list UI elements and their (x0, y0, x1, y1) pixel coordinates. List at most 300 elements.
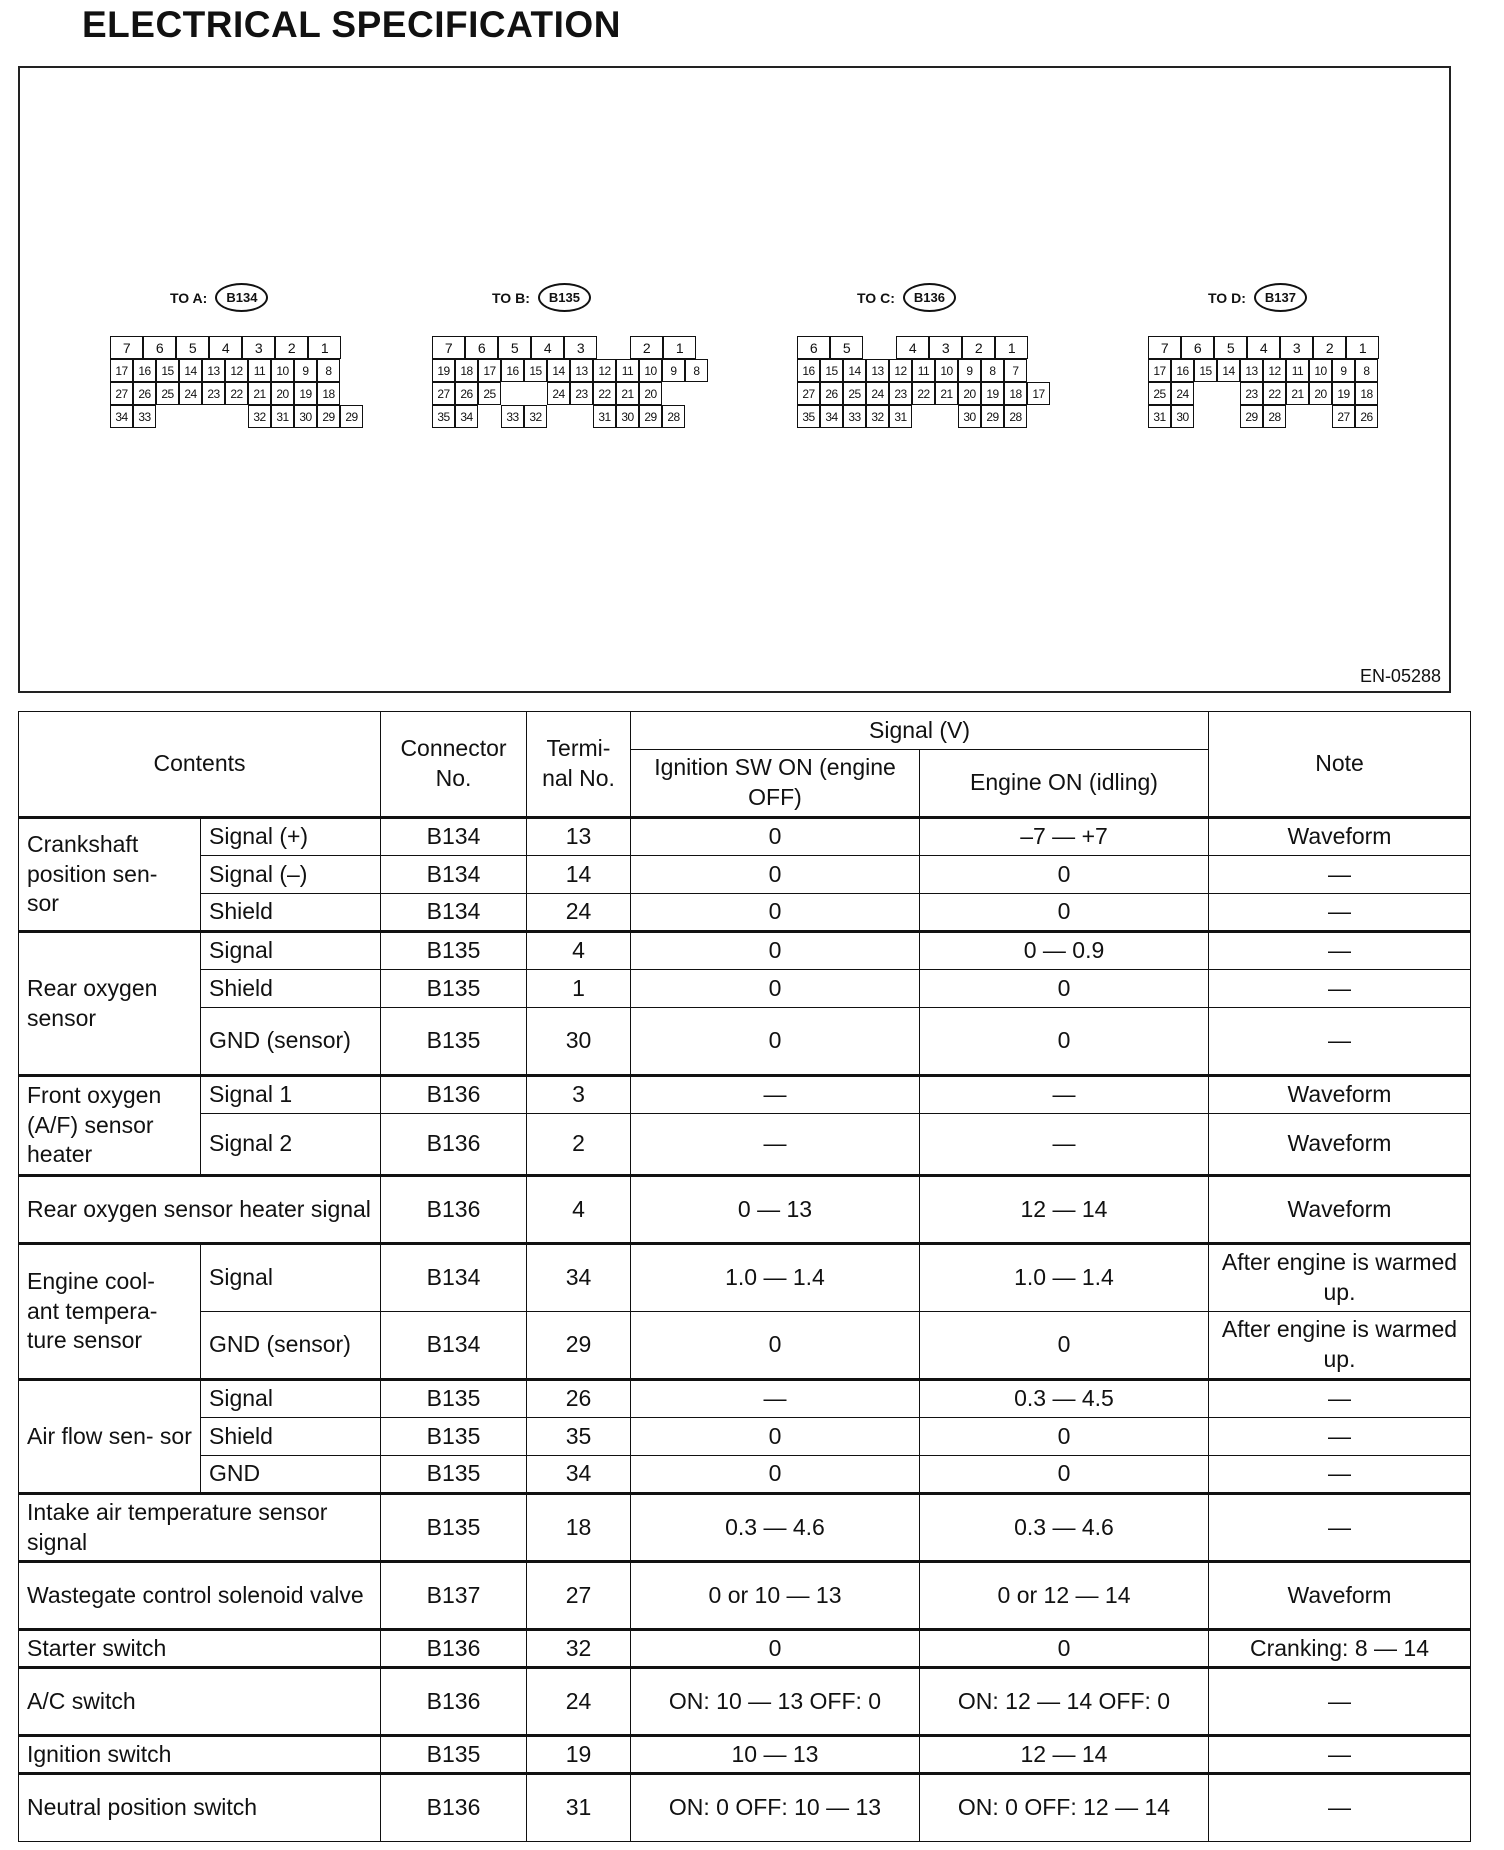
sub-item-cell: GND (sensor) (201, 1312, 381, 1380)
connector-pin: 2 (1313, 336, 1346, 359)
terminal-cell: 29 (527, 1312, 631, 1380)
engine-on-cell: ON: 12 — 14 OFF: 0 (920, 1668, 1209, 1736)
terminal-cell: 18 (527, 1494, 631, 1562)
connector-pin: 7 (432, 336, 465, 359)
terminal-cell: 4 (527, 932, 631, 970)
table-row (19, 932, 1471, 970)
ignition-on-cell: 0 (631, 1312, 920, 1380)
connector-pin: 34 (455, 405, 478, 428)
connector-pin: 4 (531, 336, 564, 359)
connector-id: B137 (1254, 283, 1307, 312)
engine-on-cell: 0 (920, 856, 1209, 894)
table-row (19, 1456, 1471, 1494)
note-cell: — (1209, 1494, 1471, 1562)
sub-item-cell: Signal (+) (201, 818, 381, 856)
terminal-cell: 30 (527, 1008, 631, 1076)
table-row (19, 1418, 1471, 1456)
connector-pin: 27 (432, 382, 455, 405)
connector-pin: 32 (248, 405, 271, 428)
connector-pin: 25 (1148, 382, 1171, 405)
connector-pin: 8 (317, 359, 340, 382)
terminal-cell: 34 (527, 1456, 631, 1494)
sub-item-cell: Signal (201, 1244, 381, 1312)
connector-pin: 29 (1240, 405, 1263, 428)
sub-item-cell: Signal 2 (201, 1114, 381, 1176)
terminal-cell: 24 (527, 1668, 631, 1736)
connector-pin: 15 (156, 359, 179, 382)
engine-on-cell: 1.0 — 1.4 (920, 1244, 1209, 1312)
ignition-on-cell: 0 (631, 1630, 920, 1668)
engine-on-cell: 12 — 14 (920, 1176, 1209, 1244)
table-row (19, 1114, 1471, 1176)
connector-pin: 13 (570, 359, 593, 382)
connector-cell: B135 (381, 1736, 527, 1774)
connector-pin: 22 (1263, 382, 1286, 405)
connector-pin: 31 (593, 405, 616, 428)
connector-cell: B135 (381, 970, 527, 1008)
connector-pin: 14 (1217, 359, 1240, 382)
ignition-on-cell: 0 (631, 1008, 920, 1076)
connector-cell: B136 (381, 1774, 527, 1842)
connector-pin: 14 (843, 359, 866, 382)
ignition-on-cell: 0.3 — 4.6 (631, 1494, 920, 1562)
connector-pin: 34 (110, 405, 133, 428)
note-cell: — (1209, 1736, 1471, 1774)
connector-pin: 25 (843, 382, 866, 405)
sub-item-cell: GND (201, 1456, 381, 1494)
connector-pin: 21 (616, 382, 639, 405)
terminal-cell: 34 (527, 1244, 631, 1312)
note-cell: Waveform (1209, 1114, 1471, 1176)
connector-pin: 29 (981, 405, 1004, 428)
terminal-cell: 19 (527, 1736, 631, 1774)
connector-pin: 24 (547, 382, 570, 405)
connector-cell: B136 (381, 1114, 527, 1176)
note-cell: Cranking: 8 — 14 (1209, 1630, 1471, 1668)
note-cell: — (1209, 1668, 1471, 1736)
connector-pin: 27 (1332, 405, 1355, 428)
terminal-cell: 35 (527, 1418, 631, 1456)
connector-pin: 3 (242, 336, 275, 359)
connector-pin: 2 (275, 336, 308, 359)
table-row (19, 1244, 1471, 1312)
table-row (19, 1562, 1471, 1630)
note-cell: — (1209, 1418, 1471, 1456)
connector-pin: 6 (1181, 336, 1214, 359)
connector-pin: 21 (935, 382, 958, 405)
connector-pin: 9 (958, 359, 981, 382)
connector-target: TO B: (492, 289, 530, 306)
connector-pin: 29 (639, 405, 662, 428)
table-row (19, 1380, 1471, 1418)
connector-pin: 17 (1027, 382, 1050, 405)
terminal-cell: 13 (527, 818, 631, 856)
connector-pin: 24 (1171, 382, 1194, 405)
connector-id: B134 (215, 283, 268, 312)
table-row (19, 1494, 1471, 1562)
connector-pin: 15 (1194, 359, 1217, 382)
sub-item-cell: GND (sensor) (201, 1008, 381, 1076)
sub-item-cell: Shield (201, 894, 381, 932)
terminal-cell: 31 (527, 1774, 631, 1842)
contents-cell: A/C switch (19, 1668, 381, 1736)
connector-cell: B134 (381, 894, 527, 932)
electrical-spec-table (18, 711, 1471, 1842)
terminal-cell: 26 (527, 1380, 631, 1418)
connector-cell: B134 (381, 1244, 527, 1312)
connector-pin: 9 (662, 359, 685, 382)
engine-on-cell: 0 or 12 — 14 (920, 1562, 1209, 1630)
connector-pin: 20 (271, 382, 294, 405)
sub-item-cell: Signal 1 (201, 1076, 381, 1114)
connector-pin: 2 (962, 336, 995, 359)
terminal-cell: 27 (527, 1562, 631, 1630)
table-row (19, 1774, 1471, 1842)
header-terminal: Termi- nal No. (527, 712, 631, 818)
connector-pin: 3 (1280, 336, 1313, 359)
connector-cell: B134 (381, 856, 527, 894)
connector-label (492, 283, 591, 312)
table-body (19, 818, 1471, 1842)
connector-pin: 12 (225, 359, 248, 382)
connector-cell: B134 (381, 818, 527, 856)
engine-on-cell: 0 (920, 894, 1209, 932)
table-row (19, 894, 1471, 932)
connector-pin: 13 (866, 359, 889, 382)
engine-on-cell: 0 (920, 1008, 1209, 1076)
engine-on-cell: 0.3 — 4.5 (920, 1380, 1209, 1418)
connector-pin: 29 (317, 405, 340, 428)
connector-pin: 30 (294, 405, 317, 428)
connector-pin: 4 (209, 336, 242, 359)
connector-pin: 12 (593, 359, 616, 382)
engine-on-cell: — (920, 1076, 1209, 1114)
connector-cell: B135 (381, 1380, 527, 1418)
contents-cell: Air flow sen- sor (19, 1380, 201, 1494)
connector-id: B135 (538, 283, 591, 312)
connector-pin: 1 (663, 336, 696, 359)
note-cell: After engine is warmed up. (1209, 1312, 1471, 1380)
connector-pin: 5 (176, 336, 209, 359)
connector-pin: 25 (478, 382, 501, 405)
connector-pin: 26 (133, 382, 156, 405)
table-row (19, 970, 1471, 1008)
connector-label (1208, 283, 1307, 312)
connector-id: B136 (903, 283, 956, 312)
ignition-on-cell: 0 (631, 1418, 920, 1456)
connector-pin: 3 (929, 336, 962, 359)
table-row (19, 1176, 1471, 1244)
connector-target: TO C: (857, 289, 895, 306)
note-cell: — (1209, 1774, 1471, 1842)
connector-pin: 15 (820, 359, 843, 382)
note-cell: — (1209, 1456, 1471, 1494)
connector-cell: B136 (381, 1176, 527, 1244)
connector-pin: 3 (564, 336, 597, 359)
table-row (19, 1630, 1471, 1668)
connector-label (170, 283, 268, 312)
page-title: ELECTRICAL SPECIFICATION (82, 4, 621, 45)
connector-pin: 8 (685, 359, 708, 382)
connector-diagram (18, 66, 1451, 693)
connector-pin: 17 (478, 359, 501, 382)
connector-pin: 17 (110, 359, 133, 382)
connector-pin: 7 (1148, 336, 1181, 359)
connector-pin: 20 (639, 382, 662, 405)
connector-pin: 26 (455, 382, 478, 405)
connector-pin: 23 (1240, 382, 1263, 405)
header-engine-on: Engine ON (idling) (920, 750, 1209, 818)
connector-pin: 1 (1346, 336, 1379, 359)
engine-on-cell: –7 — +7 (920, 818, 1209, 856)
ignition-on-cell: — (631, 1114, 920, 1176)
connector-pin: 33 (501, 405, 524, 428)
connector-pin: 29 (340, 405, 363, 428)
connector-pin: 8 (981, 359, 1004, 382)
ignition-on-cell: 0 (631, 856, 920, 894)
terminal-cell: 4 (527, 1176, 631, 1244)
table-row (19, 1736, 1471, 1774)
connector-cell: B134 (381, 1312, 527, 1380)
engine-on-cell: 0 (920, 1312, 1209, 1380)
table-row (19, 1076, 1471, 1114)
connector-pin: 18 (455, 359, 478, 382)
connector-cell: B135 (381, 1418, 527, 1456)
connector-pin: 27 (110, 382, 133, 405)
connector-pin: 9 (294, 359, 317, 382)
connector-pin: 35 (432, 405, 455, 428)
table-row (19, 1008, 1471, 1076)
connector-pin: 22 (225, 382, 248, 405)
connector-pin: 23 (889, 382, 912, 405)
connector-pin: 28 (1004, 405, 1027, 428)
connector-pin: 4 (896, 336, 929, 359)
connector-pin: 13 (202, 359, 225, 382)
connector-pin: 23 (202, 382, 225, 405)
terminal-cell: 24 (527, 894, 631, 932)
contents-cell: Engine cool- ant tempera- ture sensor (19, 1244, 201, 1380)
connector-pin: 18 (317, 382, 340, 405)
engine-on-cell: — (920, 1114, 1209, 1176)
connector-pin: 13 (1240, 359, 1263, 382)
note-cell: — (1209, 894, 1471, 932)
ignition-on-cell: 1.0 — 1.4 (631, 1244, 920, 1312)
engine-on-cell: 0 (920, 1456, 1209, 1494)
connector-pin: 24 (866, 382, 889, 405)
terminal-cell: 2 (527, 1114, 631, 1176)
connector-pin: 20 (1309, 382, 1332, 405)
connector-pin: 11 (248, 359, 271, 382)
table-row (19, 1668, 1471, 1736)
connector-pin: 2 (630, 336, 663, 359)
engine-on-cell: 0 — 0.9 (920, 932, 1209, 970)
contents-cell: Ignition switch (19, 1736, 381, 1774)
connector-pin: 32 (866, 405, 889, 428)
ignition-on-cell: 0 (631, 932, 920, 970)
connector-pin: 16 (133, 359, 156, 382)
table-row (19, 818, 1471, 856)
contents-cell: Front oxygen (A/F) sensor heater (19, 1076, 201, 1176)
connector-pin: 34 (820, 405, 843, 428)
connector-cell: B137 (381, 1562, 527, 1630)
header-contents: Contents (19, 712, 381, 818)
connector-pin: 6 (465, 336, 498, 359)
connector-pin: 31 (1148, 405, 1171, 428)
connector-pin: 11 (616, 359, 639, 382)
connector-cell: B135 (381, 1494, 527, 1562)
contents-cell: Wastegate control solenoid valve (19, 1562, 381, 1630)
connector-pin: 6 (143, 336, 176, 359)
connector-pin: 18 (1004, 382, 1027, 405)
connector-pin: 16 (501, 359, 524, 382)
engine-on-cell: 0 (920, 1630, 1209, 1668)
connector-cell: B136 (381, 1076, 527, 1114)
header-note: Note (1209, 712, 1471, 818)
connector-pin: 21 (248, 382, 271, 405)
connector-pin: 30 (616, 405, 639, 428)
ignition-on-cell: 0 (631, 970, 920, 1008)
connector-cell: B135 (381, 932, 527, 970)
ignition-on-cell: ON: 10 — 13 OFF: 0 (631, 1668, 920, 1736)
note-cell: — (1209, 1008, 1471, 1076)
connector-pin: 18 (1355, 382, 1378, 405)
connector-pin: 30 (958, 405, 981, 428)
connector-pin: 25 (156, 382, 179, 405)
connector-pin: 35 (797, 405, 820, 428)
table-row (19, 856, 1471, 894)
terminal-cell: 1 (527, 970, 631, 1008)
connector-pin: 22 (593, 382, 616, 405)
ignition-on-cell: — (631, 1076, 920, 1114)
connector-pin: 16 (797, 359, 820, 382)
table-row (19, 1312, 1471, 1380)
ignition-on-cell: 0 (631, 1456, 920, 1494)
connector-pin: 33 (133, 405, 156, 428)
connector-cell: B136 (381, 1630, 527, 1668)
header-signal: Signal (V) (631, 712, 1209, 750)
connector-pin: 4 (1247, 336, 1280, 359)
engine-on-cell: ON: 0 OFF: 12 — 14 (920, 1774, 1209, 1842)
connector-pin: 31 (271, 405, 294, 428)
connector-pin: 20 (958, 382, 981, 405)
connector-pin: 27 (797, 382, 820, 405)
connector-pin: 19 (294, 382, 317, 405)
contents-cell: Neutral position switch (19, 1774, 381, 1842)
connector-pin: 10 (639, 359, 662, 382)
ignition-on-cell: 0 or 10 — 13 (631, 1562, 920, 1630)
table-header (19, 712, 1471, 818)
connector-pin: 14 (547, 359, 570, 382)
contents-cell: Crankshaft position sen- sor (19, 818, 201, 932)
connector-pin: 28 (662, 405, 685, 428)
connector-pin: 30 (1171, 405, 1194, 428)
connector-pin: 32 (524, 405, 547, 428)
connector-pin: 26 (1355, 405, 1378, 428)
connector-pin: 7 (1004, 359, 1027, 382)
connector-pin: 16 (1171, 359, 1194, 382)
connector-pin: 19 (981, 382, 1004, 405)
connector-pin: 9 (1332, 359, 1355, 382)
connector-pin: 12 (1263, 359, 1286, 382)
contents-cell: Rear oxygen sensor (19, 932, 201, 1076)
engine-on-cell: 0.3 — 4.6 (920, 1494, 1209, 1562)
connector-pin: 21 (1286, 382, 1309, 405)
connector-pin: 6 (797, 336, 830, 359)
connector-pin: 33 (843, 405, 866, 428)
sub-item-cell: Signal (201, 932, 381, 970)
connector-target: TO D: (1208, 289, 1246, 306)
connector-pin: 10 (935, 359, 958, 382)
connector-target: TO A: (170, 289, 208, 306)
connector-pin: 14 (179, 359, 202, 382)
connector-pin: 24 (179, 382, 202, 405)
connector-label (857, 283, 956, 312)
engine-on-cell: 0 (920, 1418, 1209, 1456)
connector-pin: 28 (1263, 405, 1286, 428)
note-cell: — (1209, 856, 1471, 894)
note-cell: — (1209, 970, 1471, 1008)
connector-pin: 10 (271, 359, 294, 382)
note-cell: After engine is warmed up. (1209, 1244, 1471, 1312)
sub-item-cell: Signal (–) (201, 856, 381, 894)
connector-pin: 10 (1309, 359, 1332, 382)
note-cell: — (1209, 932, 1471, 970)
sub-item-cell: Shield (201, 1418, 381, 1456)
connector-pin: 22 (912, 382, 935, 405)
connector-pin: 11 (912, 359, 935, 382)
ignition-on-cell: 0 (631, 818, 920, 856)
note-cell: Waveform (1209, 1176, 1471, 1244)
sub-item-cell: Signal (201, 1380, 381, 1418)
note-cell: Waveform (1209, 1562, 1471, 1630)
connector-pin: 1 (995, 336, 1028, 359)
figure-code: EN-05288 (1359, 666, 1441, 686)
terminal-cell: 14 (527, 856, 631, 894)
header-ignition-on: Ignition SW ON (engine OFF) (631, 750, 920, 818)
ignition-on-cell: 0 (631, 894, 920, 932)
connector-pin: 26 (820, 382, 843, 405)
ignition-on-cell: 0 — 13 (631, 1176, 920, 1244)
engine-on-cell: 0 (920, 970, 1209, 1008)
engine-on-cell: 12 — 14 (920, 1736, 1209, 1774)
contents-cell: Rear oxygen sensor heater signal (19, 1176, 381, 1244)
note-cell: — (1209, 1380, 1471, 1418)
connector-pin: 19 (1332, 382, 1355, 405)
terminal-cell: 3 (527, 1076, 631, 1114)
connector-pin: 12 (889, 359, 912, 382)
connector-pin: 19 (432, 359, 455, 382)
connector-pin: 5 (1214, 336, 1247, 359)
contents-cell: Starter switch (19, 1630, 381, 1668)
header-connector: Connector No. (381, 712, 527, 818)
terminal-cell: 32 (527, 1630, 631, 1668)
contents-cell: Intake air temperature sensor signal (19, 1494, 381, 1562)
sub-item-cell: Shield (201, 970, 381, 1008)
connector-pin: 23 (570, 382, 593, 405)
connector-pin: 1 (308, 336, 341, 359)
ignition-on-cell: — (631, 1380, 920, 1418)
connector-pin: 7 (110, 336, 143, 359)
connector-pin: 15 (524, 359, 547, 382)
connector-pin: 5 (498, 336, 531, 359)
ignition-on-cell: ON: 0 OFF: 10 — 13 (631, 1774, 920, 1842)
connector-pin: 11 (1286, 359, 1309, 382)
connector-pin: 31 (889, 405, 912, 428)
connector-pin: 17 (1148, 359, 1171, 382)
connector-cell: B135 (381, 1456, 527, 1494)
ignition-on-cell: 10 — 13 (631, 1736, 920, 1774)
connector-cell: B135 (381, 1008, 527, 1076)
